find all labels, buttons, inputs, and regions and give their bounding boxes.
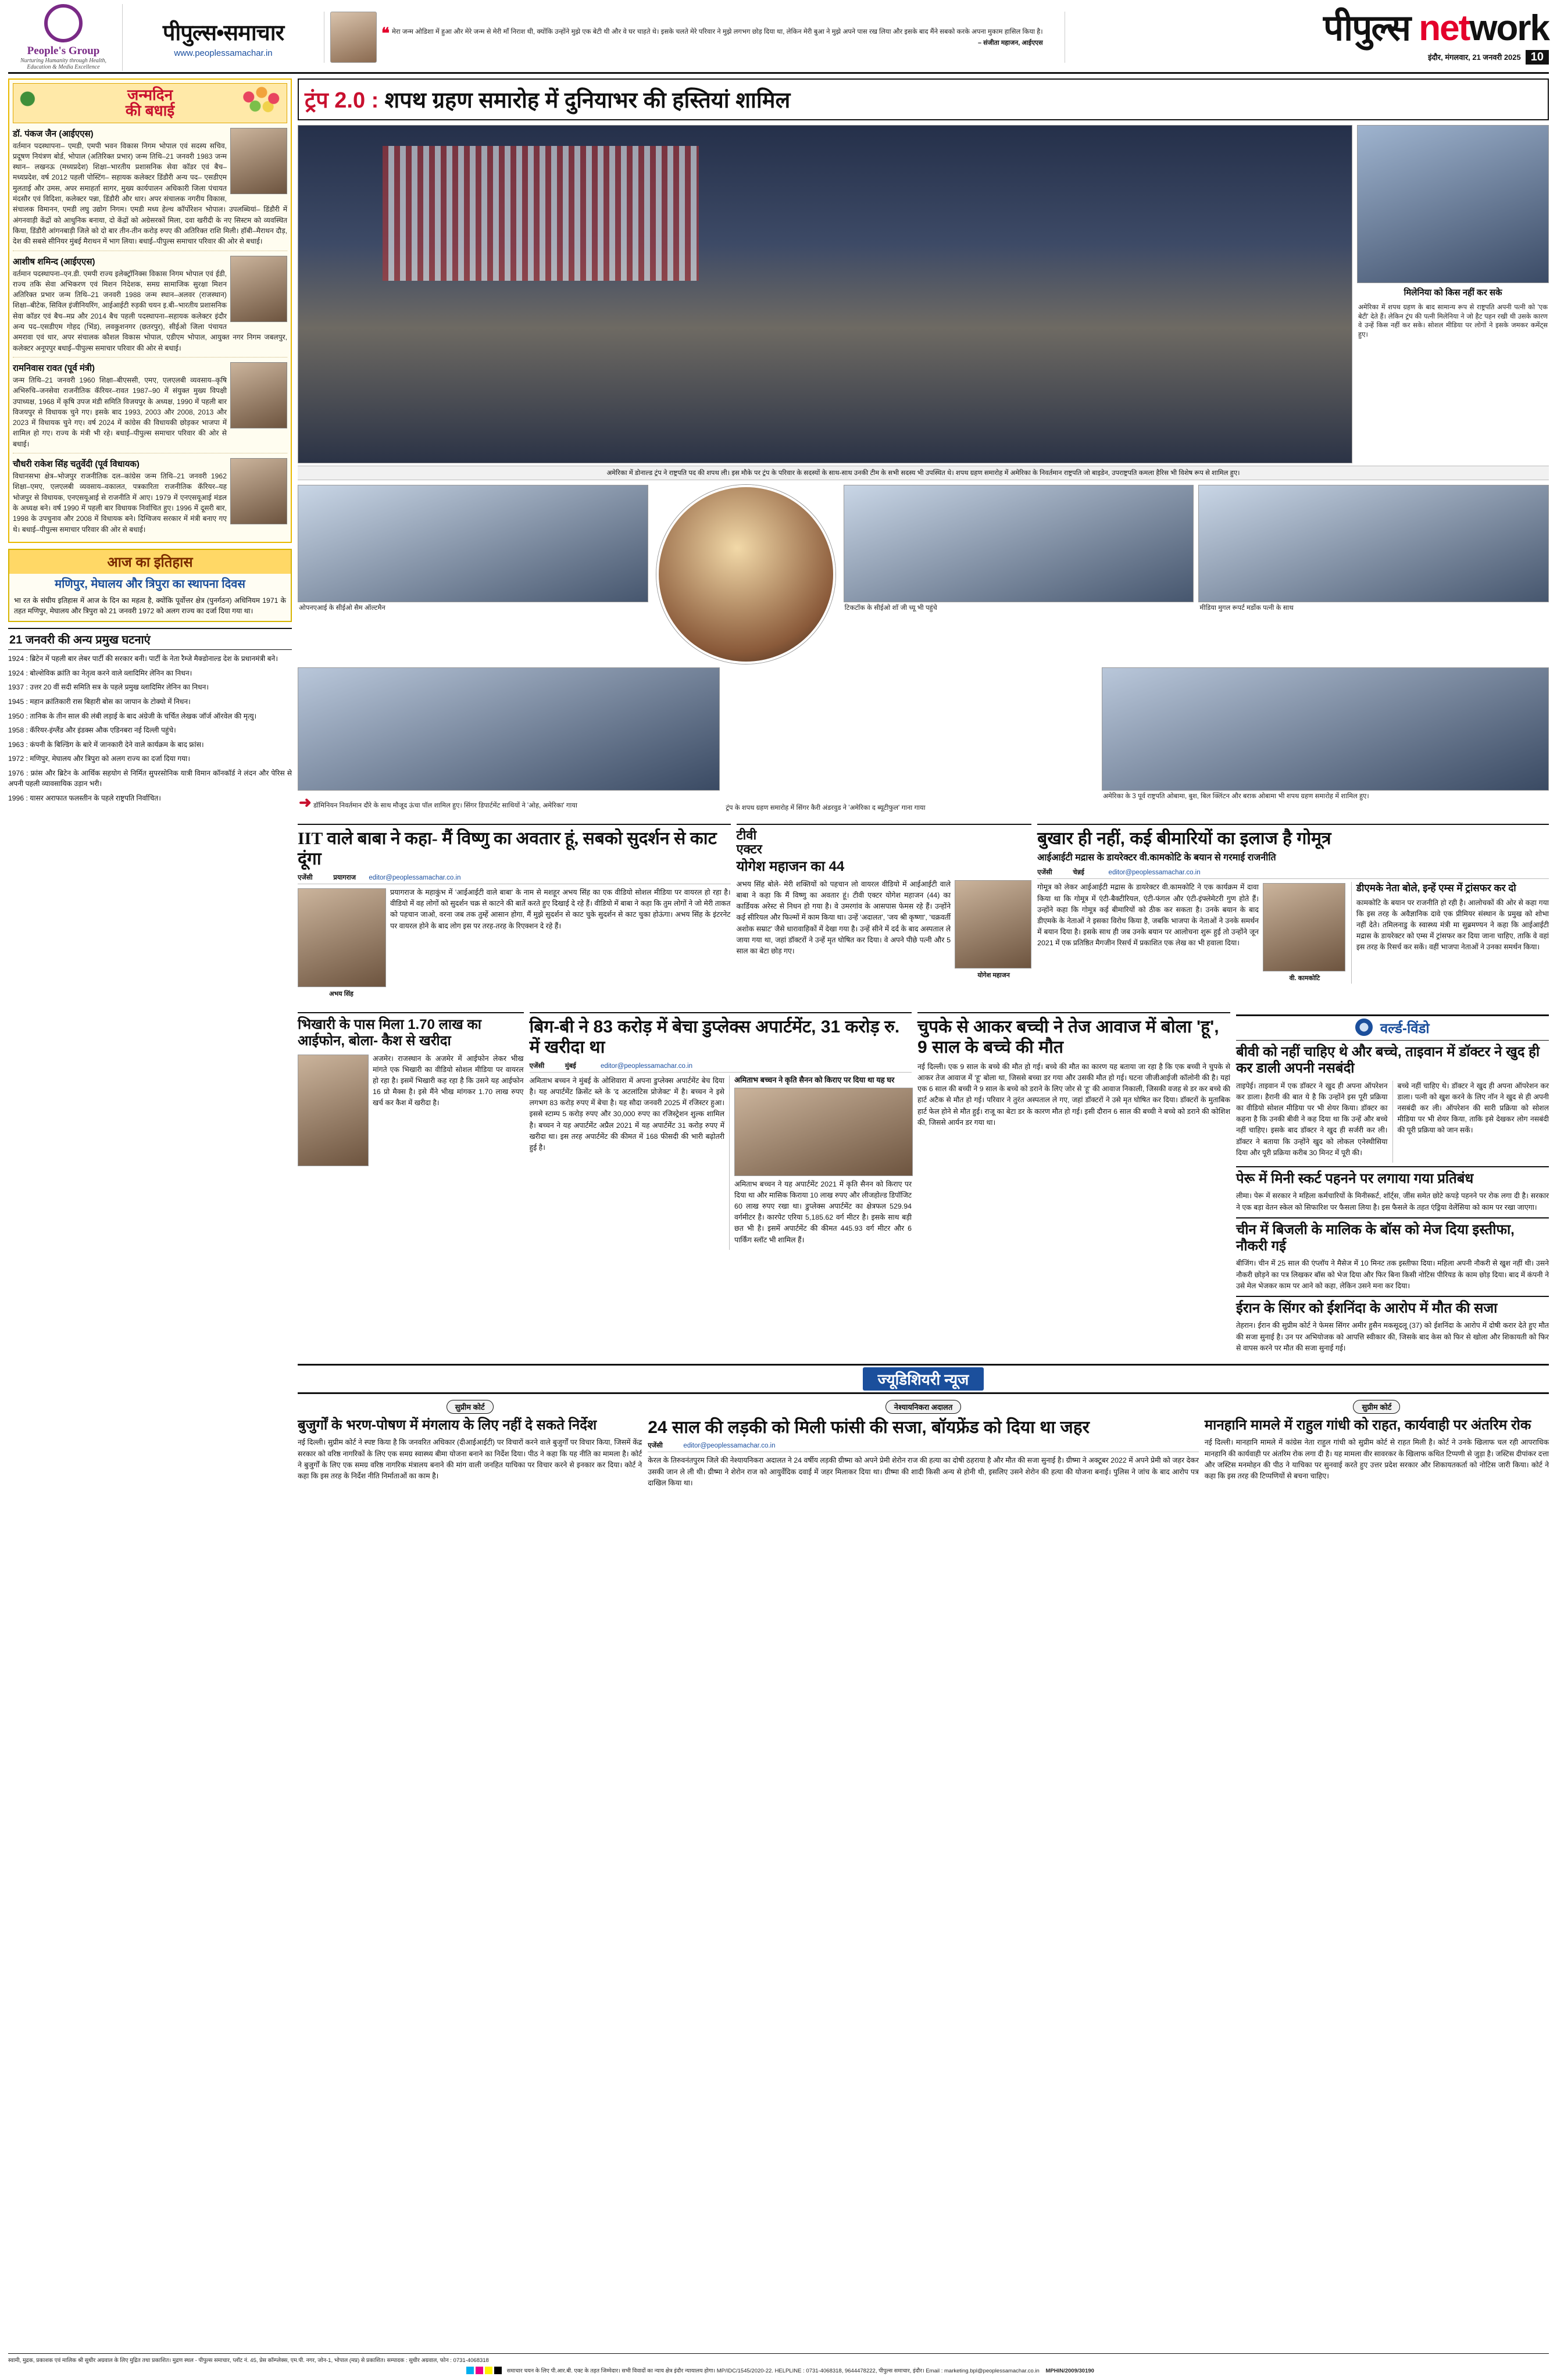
abhay-singh-photo bbox=[298, 888, 386, 987]
page-body bbox=[8, 78, 1549, 1493]
list-item: 1937 : उत्तर 20 वीं सदी समिति सत्र के पहले प्रमुख व्लादिमिर लेनिन का निधन। bbox=[8, 683, 209, 692]
biden-photo-item bbox=[298, 485, 648, 615]
masthead-meta bbox=[1072, 50, 1549, 65]
divider bbox=[530, 1012, 912, 1013]
judiciary-grid bbox=[298, 1400, 1549, 1493]
judiciary-bar bbox=[298, 1364, 1549, 1394]
world-window-section bbox=[1236, 1009, 1549, 1358]
iit-baba-body: अभय सिंह प्रयागराज के महाकुंभ में 'आईआईटी वाले बाबा' के नाम से मशहूर अभय सिंह का एक वीडियो सोशल मीडिया पर वायरल हो रहा है। वीडियो में वह लोगों को सुदर्शन चक्र से काटने की बातें करते हुए दिखाई दे रहे हैं। वीडियो में बाबा ने कहा कि तुम लोगों ने जो मेरी ताकत को पहचान जाओ, वरना जब तक तुम्हें आसान होगा, मैं मुझे सुदर्शन से काट चुके सुदर्शन से काट चुका होऊंगा। अभय सिंह के इंटरनेट पर वायरल होने के बाद लोग इस पर तरह-तरह के रिएक्शन दे रहे हैं। bbox=[298, 887, 731, 932]
brand-block bbox=[123, 17, 324, 58]
history-subtitle: मणिपुर, मेघालय और त्रिपुरा का स्थापना दिवस bbox=[55, 577, 245, 591]
list-item: 1972 : मणिपुर, मेघालय और त्रिपुरा को अलग राज्य का दर्जा दिया गया। bbox=[8, 755, 190, 763]
left-column bbox=[8, 78, 292, 1493]
yogesh-mahajan-photo-caption: योगेश महाजन bbox=[977, 971, 1010, 979]
page-number: 10 bbox=[1526, 50, 1549, 65]
kamakoti-photo bbox=[1263, 883, 1345, 971]
tv-actor-article bbox=[737, 820, 1032, 1003]
byline-agency: एजेंसी bbox=[648, 1442, 663, 1450]
trump-headline-bar bbox=[298, 78, 1549, 120]
world-item-body: तेहरान। ईरान की सुप्रीम कोर्ट ने फेमस सिंगर अमीर हुसैन मकसूदलू (37) को ईशनिंदा के आरोप में दोषी करार देते हुए मौत की सजा सुनाई है। उन पर अभियोजक को आपत्ति स्वीकार की, जिसके बाद केस को फिर से खोला और शिकायती को फिर से वापस करने पर मौत की सजा सुनाई गई। bbox=[1236, 1321, 1549, 1352]
tv-actor-kicker-1: टीवी bbox=[736, 828, 757, 843]
tiktok-caption: टिकटॉक के सीईओ शॉ जी च्यू भी पहुंचे bbox=[844, 605, 937, 612]
oath-ceremony-photo bbox=[298, 125, 1352, 463]
history-events-list bbox=[8, 653, 292, 803]
page-footer bbox=[8, 2353, 1549, 2375]
brand-website[interactable]: www.peoplessamachar.in bbox=[174, 48, 273, 58]
avatar bbox=[230, 128, 287, 194]
quote-author: – संजीता महाजन, आईएएस bbox=[977, 40, 1043, 47]
person-name: डॉ. पंकज जैन (आईएएस) bbox=[13, 128, 94, 139]
trump-headline-kicker: ट्रंप 2.0 : bbox=[305, 88, 379, 113]
trump-photo-row-2 bbox=[298, 667, 1549, 814]
judiciary-body: नई दिल्ली। मानहानि मामले में कांग्रेस नेता राहुल गांधी को सुप्रीम कोर्ट से राहत मिली है। कोर्ट ने उनके खिलाफ चल रही आपराधिक मानहानि की कार्यवाही पर अंतरिम रोक लगा दी है। यह मामला वीर सावरकर के खिलाफ कथित टिप्पणी से जुड़ा है। जस्टिस दीपांकर दत्ता और जस्टिस मनमोहन की पीठ ने याचिका पर सुनवाई करते हुए उत्तर प्रदेश सरकार और शिकायतकर्ता को नोटिस जारी किया। कोर्ट ने कहा कि इस तरह की टिप्पणियों से बचना चाहिए। bbox=[1204, 1438, 1549, 1481]
peoples-group-logo bbox=[8, 4, 123, 71]
kamakoti-photo-caption: वी. कामकोटि bbox=[1289, 975, 1320, 982]
melania-caption-text: अमेरिका में शपथ ग्रहण के बाद सामान्य रूप से राष्ट्रपति अपनी पत्नी को 'एक बेटी' देते हैं। लेकिन ट्रंप की पत्नी मिलेनिया ने जो हैट पहन रखी थी उसके कारण वे उन्हें किस नहीं कर सके। सोशल मीडिया पर लोगों ने इसके जमकर कमेंट्स हुए। bbox=[1358, 304, 1548, 338]
byline-agency: एजेंसी bbox=[298, 874, 313, 881]
trump-photo-block bbox=[298, 125, 1549, 463]
leaf-icon bbox=[17, 87, 44, 110]
rni-number: MPHIN/2009/30190 bbox=[1045, 2368, 1094, 2375]
article-grid-row-1 bbox=[298, 820, 1549, 1003]
network-title-block bbox=[1065, 10, 1549, 65]
birthday-header-line2: की बधाई bbox=[125, 102, 175, 120]
world-item-headline: पेरू में मिनी स्कर्ट पहनने पर लगाया गया प्रतिबंध bbox=[1236, 1171, 1474, 1187]
trump-photo-row-1 bbox=[298, 485, 1549, 664]
iit-baba-headline: IIT वाले बाबा ने कहा- मैं विष्णु का अवतार हूं, सबको सुदर्शन से काट दूंगा bbox=[298, 829, 717, 869]
masthead bbox=[8, 5, 1549, 74]
byline bbox=[530, 1062, 912, 1073]
iphone-photo bbox=[298, 1055, 369, 1166]
logo-name: People's Group bbox=[27, 44, 100, 57]
abhay-singh-photo-caption: अभय सिंह bbox=[329, 990, 353, 998]
main-column bbox=[298, 78, 1549, 1493]
flower-icon bbox=[240, 85, 283, 115]
trump-headline: शपथ ग्रहण समारोह में दुनियाभर की हस्तियां शामिल bbox=[384, 88, 791, 113]
judiciary-item bbox=[1205, 1400, 1549, 1493]
list-item: 1945 : महान क्रांतिकारी रास बिहारी बोस का जापान के टोक्यो में निधन। bbox=[8, 698, 191, 706]
gomutra-headline: बुखार ही नहीं, कई बीमारियों का इलाज है गोमूत्र bbox=[1037, 829, 1331, 849]
person-details: वर्तमान पदस्थापना– एमडी, एमपी भवन विकास निगम भोपाल एवं सदस्य सचिव, प्रदूषण नियंत्रण बोर्ड, भोपाल (अतिरिक्त प्रभार) जन्म तिथि–21 जनवरी 1983 जन्म स्थान– लखनऊ (मध्यप्रदेश) शिक्षा–भारतीय प्रशासनिक सेवा कॉडर एवं बैच–मध्यप्रदेश, वर्ष 2012 पहली पोस्टिंग– सहायक कलेक्टर डिंडौरी अन्य पद– एसडीएम मुलताई और उमस, अपर समाहर्ता सागर, मुख्य कार्यपालन अधिकारी जिला पंचायत मंदसौर एवं विदिशा, कलेक्टर पन्ना, डिंडौरी और धार। अपर संचालक नगरीय विकास, संचालक विमानन, एमडी लघु उद्योग निगम। एमडी मध्य हेल्थ कॉर्पोरेशन भोपाल। उपलब्धियां– डिंडौरी में अंगनवाड़ी केंद्रों को आधुनिक बनाया, दो केंद्रों को अग्रेसरकों मिला, दवा खरीदी के नए सिस्टम को व्यवस्थित किया, डिंडौरी आंगनबाड़ी जिले को दो बार तीन-तीन करोड़ रुपए की अतिरिक्त राशि मिली। हॉबी–मैराथन दौड़, देश की सबसे सीनियर मुंबई मैराथन में भाग लिया। बधाई–पीपुल्स समाचार परिवार की ओर से बधाई। bbox=[13, 141, 287, 246]
byline bbox=[648, 1441, 1199, 1452]
melania-caption-title: मिलेनिया को किस नहीं कर सके bbox=[1404, 288, 1502, 298]
history-title: आज का इतिहास bbox=[9, 550, 291, 574]
arrow-icon: ➜ bbox=[299, 794, 312, 811]
history-events-title: 21 जनवरी की अन्य प्रमुख घटनाएं bbox=[8, 628, 292, 650]
list-item: 1950 : तानिक के तीन साल की लंबी लड़ाई के बाद अंग्रेजी के चर्चित लेखक जॉर्ज ऑरवेल की मृत्यु। bbox=[8, 712, 257, 720]
divider bbox=[1236, 1296, 1549, 1297]
bachchi-article bbox=[917, 1009, 1230, 1358]
bachchi-headline: चुपके से आकर बच्ची ने तेज आवाज में बोला 'हू', 9 साल के बच्चे की मौत bbox=[917, 1017, 1219, 1057]
iit-baba-article bbox=[298, 820, 731, 1003]
birthday-person bbox=[13, 458, 287, 538]
judiciary-item bbox=[648, 1400, 1199, 1493]
world-window-header bbox=[1236, 1014, 1549, 1041]
world-item-headline: चीन में बिजली के मालिक के बॉस को मेज दिया इस्तीफा, नौकरी गई bbox=[1236, 1221, 1515, 1255]
tv-actor-headline: योगेश महाजन का 44 bbox=[736, 859, 845, 875]
status-badge: सुप्रीम कोर्ट bbox=[1353, 1400, 1400, 1414]
logo-ring-icon bbox=[44, 4, 83, 42]
byline bbox=[1037, 868, 1549, 879]
avatar bbox=[230, 458, 287, 524]
divider bbox=[298, 824, 731, 825]
avatar bbox=[230, 362, 287, 428]
byline bbox=[298, 873, 731, 884]
divider bbox=[737, 824, 1032, 825]
judiciary-item bbox=[298, 1400, 642, 1493]
birthday-person bbox=[13, 256, 287, 358]
biden-photo bbox=[298, 485, 648, 602]
list-item: 1958 : कॅरियर-इंग्लैंड और इंडक्स औक एडिनबरा नई दिल्ली पहुंचे। bbox=[8, 726, 176, 735]
gomutra-side-headline: डीएमके नेता बोले, इन्हें एम्स में ट्रांसफर कर दो bbox=[1356, 882, 1516, 894]
murdoch-photo-item bbox=[1198, 485, 1549, 615]
history-body: भा रत के संघीय इतिहास में आज के दिन का महत्व है, क्योंकि पूर्वोत्तर क्षेत्र (पुनर्गठन) अधिनियम 1971 के तहत मणिपुर, मेघालय और त्रिपुरा को 21 जनवरी 1972 को अलग राज्य का दर्जा दिया गया था। bbox=[14, 596, 286, 616]
list-item: 1963 : कंपनी के बिल्डिंग के बारे में जानकारी देने वाले कार्यक्रम के बाद फ्रांस। bbox=[8, 740, 204, 749]
birthday-box bbox=[8, 78, 292, 543]
cmyk-marks-icon bbox=[466, 2367, 502, 2374]
footer-line-1: स्वामी, मुद्रक, प्रकाशक एवं मालिक श्री सुधीर अग्रवाल के लिए मुद्रित तथा प्रकाशित। मुद्रण स्थल - पीपुल्स समाचार, प्लॉट नं. 45, प्रेस कॉम्प्लेक्स, एम.पी. नगर, जोन-1, भोपाल (मप्र) से प्रकाशित। सम्पादक : सुधीर अग्रवाल, फोन : 0731-4068318 bbox=[8, 2357, 489, 2364]
footer-line-2: समाचार चयन के लिए पी.आर.बी. एक्ट के तहत जिम्मेदार। सभी विवादों का न्याय क्षेत्र इंदौर न्यायालय होगा। MP/IDC/1545/2020-22. HELPLINE : 0731-4068318, 9644478222, पीपुल्स समाचार, इंदौर। Email : marketing.bpl@peoplessamachar.co.in MPHIN/2009/30190 bbox=[8, 2367, 1549, 2375]
person-name: चौधरी राकेश सिंह चतुर्वेदी (पूर्व विधायक) bbox=[13, 459, 140, 470]
divider bbox=[1037, 824, 1549, 825]
avatar bbox=[230, 256, 287, 322]
status-badge: सुप्रीम कोर्ट bbox=[447, 1400, 494, 1414]
gomutra-side-body: कामकोटि के बयान पर राजनीति हो रही है। आलोचकों की ओर से कहा गया कि इस तरह के अवैज्ञानिक दावे एक प्रीमियर संस्थान के प्रमुख को शोभा नहीं देते। तमिलनाडु के स्वास्थ्य मंत्री मा सुब्रमण्यन ने कहा कि आईआईटी मद्रास के डायरेक्टर को एम्स में ट्रांसफर कर दिया जाना चाहिए, ताकि वे वहां इस तरह के रिसर्च कर सकें। वहीं भाजपा नेताओं ने उनका समर्थन किया। bbox=[1356, 898, 1549, 952]
divider bbox=[917, 1012, 1230, 1013]
quote-mark-icon: ❝ bbox=[381, 24, 390, 42]
main-photo-caption: अमेरिका में डोनाल्ड ट्रंप ने राष्ट्रपति पद की शपथ ली। इस मौके पर ट्रंप के परिवार के सदस्यों के साथ-साथ उनकी टीम के सभी सदस्य भी उपस्थित थे। शपथ ग्रहण समारोह में अमेरिका के निवर्तमान राष्ट्रपति जो बाइडेन, उपराष्ट्रपति कमला हैरिस भी विशेष रूप से शामिल हुए। bbox=[298, 466, 1549, 480]
bachchi-body: नई दिल्ली। एक 9 साल के बच्चे की मौत हो गई। बच्चे की मौत का कारण यह बताया जा रहा है कि एक बच्ची ने चुपके से आकर तेज आवाज में 'हू' बोला था, जिससे बच्चा डर गया और उसकी मौत हो गई। घटना जीजीआईजी कॉलोनी की है। यहां एक 6 साल की बच्ची ने 9 साल के बच्चे को डराने के लिए जोर से 'हू' की आवाज निकाली, जिसकी वजह से डर कर बच्चे की हार्ट अटैक से मौत हो गई। परिवार ने तुरंत अस्पताल ले गए, जहां डॉक्टरों ने उसे मृत घोषित कर दिया। डॉक्टरों के मुताबिक हार्ट फेल होने से मौत हुई। राजू का बेटा डर के कारण मौत हो गई। इसी दौरान 6 साल की बच्ची ने बच्चे को डराने की कोशिश की, जिससे आर्यन डर गया था। bbox=[917, 1062, 1231, 1127]
person-details: जन्म तिथि–21 जनवरी 1960 शिक्षा–बीएससी, एमए, एलएलबी व्यवसाय–कृषि अभिरुचि–जनसेवा राजनीतिक कॅरियर–रावत 1987–90 में संयुक्त मुख्य विपक्षी उपाध्यक्ष, 1968 में कृषि उपज मंडी समिति विजयपुर के अध्यक्ष, 1990 में पहली बार विजयपुर से विधायक चुने गए। इसके बाद 1993, 2003 और 2008, 2013 और 2023 में विधायक चुने गए। वर्ष 2024 में कांग्रेस की विधायकी छोड़कर भाजपा में शामिल हो गए। राज्य के मंत्री भी रहे। बधाई–पीपुल्स समाचार परिवार की ओर से बधाई। bbox=[13, 376, 227, 448]
person-details: विधानसभा क्षेत्र–भोजपुर राजनीतिक दल–कांग्रेस जन्म तिथि–21 जनवरी 1962 शिक्षा–एमए, एलएलबी व्यवसाय–वकालत, पत्रकारिता राजनीतिक कॅरियर–यह भोजपुर से विधायक, एनएसयूआई से राजनीति में आए। 1979 में एनएसयूआई मंडल के अध्यक्ष बने। वर्ष 1990 में पहली बार विधायक निर्वाचित हुए। 1996 में दूसरी बार, 1998 के उपचुनाव और 2008 में विधायक बने। दिग्विजय सरकार में मंत्री बनाए गए थे। बधाई–पीपुल्स समाचार परिवार की ओर से बधाई। bbox=[13, 472, 227, 534]
yogesh-mahajan-photo bbox=[955, 880, 1031, 969]
birthday-person bbox=[13, 362, 287, 453]
list-item: 1924 : ब्रिटेन में पहली बार लेबर पार्टी की सरकार बनी। पार्टी के नेता रैम्जे मैक्डोनाल्ड देश के प्रधानमंत्री बने। bbox=[8, 655, 278, 663]
ex-presidents-photo bbox=[1102, 667, 1549, 791]
bhikhari-headline: भिखारी के पास मिला 1.70 लाख का आईफोन, बोला- कैश से खरीदा bbox=[298, 1016, 482, 1049]
big-b-headline: बिग-बी ने 83 करोड़ में बेचा डुप्लेक्स अपार्टमेंट, 31 करोड़ रु. में खरीदा था bbox=[529, 1017, 900, 1057]
world-item-body: ताइपेई। ताइवान में एक डॉक्टर ने खुद ही अपना ऑपरेशन कर डाला। हैरानी की बात ये है कि उन्होंने इस पूरी प्रक्रिया का वीडियो सोशल मीडिया पर भी शेयर किया। डॉक्टर का कहना है कि उनकी बीवी ने कह दिया था कि उन्हें और बच्चे नहीं चाहिए। इसके बाद डॉक्टर ने खुद ही सर्जरी कर ली। डॉक्टर ने बताया कि उन्होंने खुद को लोकल एनेस्थीसिया दिया और पूरी प्रक्रिया करीब 30 मिनट में पूरी की। bbox=[1236, 1081, 1388, 1157]
byline-email[interactable]: editor@peoplessamachar.co.in bbox=[369, 874, 461, 881]
world-item-body: लीमा। पेरू में सरकार ने महिला कर्मचारियों के मिनीस्कर्ट, शॉर्ट्स, जींस समेत छोटे कपड़े पहनने पर रोक लगा दी है। सरकार ने एक बड़ा वेतन स्केल को सिफारिश पर फैसला लिया है। इस फैसले के तहत एंड्रिया वेलेंसिया को काम पर रखा जाएगा। bbox=[1236, 1192, 1549, 1212]
quote-portrait bbox=[330, 12, 377, 63]
tv-actor-body: योगेश महाजन अभय सिंह बोले- मेरी शक्तियों को पहचान लो वायरल वीडियो में आईआईटी वाले बाबा ने कहा कि मैं विष्णु का अवतार हूं। टीवी एक्टर योगेश महाजन (44) का कार्डियक अरेस्ट से निधन हो गया है। वे उमरगांव के आसपास फेमस रहे हैं। उन्होंने कई सीरियल और फिल्मों में काम किया था। उन्हें 'अदालत', 'जय श्री कृष्णा', 'चक्रवर्ती अशोक सम्राट' जैसे धारावाहिकों में देखा गया है। उन्हें सीने में दर्द के बाद अस्पताल ले जाया गया था, जहां डॉक्टरों ने उन्हें मृत घोषित कर दिया। वे अपने पीछे पत्नी और 5 साल का बेटा छोड़ गए। bbox=[737, 879, 1032, 957]
dominion-photo bbox=[298, 667, 720, 791]
person-name: आशीष शमिन्द (आईएएस) bbox=[13, 256, 95, 267]
place-date: इंदौर, मंगलवार, 21 जनवरी 2025 bbox=[1428, 53, 1521, 62]
article-grid-row-2 bbox=[298, 1009, 1549, 1358]
divider bbox=[298, 1012, 524, 1013]
tv-actor-kicker-2: एक्टर bbox=[736, 842, 762, 857]
bhikhari-body: अजमेर। राजस्थान के अजमेर में आईफोन लेकर भीख मांगते एक भिखारी का वीडियो सोशल मीडिया पर वायरल हो रहा है। इसमें भिखारी कह रहा है कि उसने यह आईफोन 16 प्रो मैक्स है। इसे मैंने भीख मांगकर 1.70 लाख रुपए खर्च कर कैश में खरीदा है। bbox=[298, 1053, 524, 1109]
brand-title: पीपुल्स•समाचार bbox=[162, 20, 284, 45]
person-details: वर्तमान पदस्थापना–एन.डी. एमपी राज्य इलेक्ट्रॉनिक्स विकास निगम भोपाल एवं ईडी, राज्य तकि सेवा अभिकरण एवं मिशन निदेशक, समग्र सामाजिक सुरक्षा मिशन अतिरिक्त प्रभार जन्म तिथि–21 जनवरी 1988 जन्म स्थान–अलवर (राजस्थान) शिक्षा–बीटेक, सिविल इंजीनियरिंग, आईआईटी रुड़की चयन इ.बी–भारतीय प्रशासनिक सेवा कॉडर एवं बैच–मप्र और 2014 बैच पहली पदस्थापना–सहायक कलेक्टर इंदौर अन्य पद–एसडीएम गोहद (भिंड), लवकुशनगर (छतरपुर), सीईओ जिला पंचायत अमरावा एवं धार, अपर संचालक कौशल विकास भोपाल, एडीएम भोपाल, आयुक्त नगर निगम जबलपुर, कलेक्टर अनूपपुर बधाई–पीपुल्स समाचार परिवार की ओर से बधाई। bbox=[13, 269, 287, 352]
gomutra-deck: आईआईटी मद्रास के डायरेक्टर वी.कामकोटि के बयान से गरमाई राजनीति bbox=[1037, 853, 1276, 863]
big-b-body: अमिताभ बच्चन ने मुंबई के ओशिवारा में अपना डुप्लेक्स अपार्टमेंट बेच दिया है। यह अपार्टमेंट क्रिसेंट ब्ले के 'द अटलांटिस प्रोजेक्ट' में है। बच्चन ने इसे लगभग 83 करोड़ रुपए में बेचा है। यह सौदा जनवरी 2025 में रजिस्टर हुआ। इससे स्टाम्प 5 करोड़ रुपए और 30,000 रुपए का रजिस्ट्रेशन शुल्क शामिल है। बच्चन ने यह अपार्टमेंट अप्रैल 2021 में यह अपार्टमेंट 31 करोड़ रुपए में खरीदा था। इस तरह अपार्टमेंट की कीमत में 168 फीसदी की भारी बढ़ोतरी हुई है। bbox=[529, 1076, 725, 1152]
world-item-body: बीजिंग। चीन में 25 साल की एंप्लॉय ने मैसेज में 10 मिनट तक इस्तीफा दिया। महिला अपनी नौकरी से खुश नहीं थी। उसने नौकरी छोड़ने का पत्र लिखकर बॉस को भेज दिया और फिर बिना किसी नोटिस पीरियड के काम छोड़ दिया। बाद में कंपनी ने उसे मेल भेजकर काम पर आने को कहा, लेकिन उसने मना कर दिया। bbox=[1236, 1259, 1549, 1290]
dominion-caption: ➜ डॉमिनियन निवर्तमान दौरे के साथ मौजूद ऊंचा पॉल शामिल हुए। सिंगर डिपार्टमेंट साथियों ने 'ओह, अमेरिका' गाया bbox=[299, 794, 578, 811]
big-b-side-body: अमिताभ बच्चन ने यह अपार्टमेंट 2021 में कृति सैनन को किराए पर दिया था और मासिक किराया 10 लाख रुपए और लीजहोल्ड डिपॉजिट 60 लाख रुपए रखा था। डुप्लेक्स अपार्टमेंट का क्षेत्रफल 529.94 वर्गमीटर है। कारपेट एरिया 5,185.62 वर्ग मीटर है। इसके साथ बड़ी छत भी है। इसमें अपार्टमेंट की कीमत 445.93 वर्ग मीटर और 6 पार्किंग स्लॉट भी शामिल हैं। bbox=[734, 1180, 912, 1244]
murdoch-photo bbox=[1198, 485, 1549, 602]
judiciary-title: ज्यूडिशियरी न्यूज bbox=[863, 1367, 984, 1391]
tiktok-photo bbox=[844, 485, 1194, 602]
byline-place: चेन्नई bbox=[1073, 869, 1084, 877]
judiciary-body: नई दिल्ली। सुप्रीम कोर्ट ने स्पष्ट किया है कि जनवरित अधिकार (दीआईआईटी) पर विचारों करने वाले बुजुर्गों पर विचार किया, जिसमें केंद्र सरकार को वरिष्ठ नागरिकों के लिए एक समग्र स्वास्थ्य बीमा योजना बनाने का निर्देश दिया। पीठ ने कहा कि यह नीति का मामला है। कोर्ट ने बुजुर्गों के लिए एक समग्र वरिष्ठ नागरिक मंत्रालय बनाने की मांग वाली जनहित याचिका पर विचार करने से इनकार कर दिया। कोर्ट ने कहा कि इस तरह के निर्देश नीति निर्माताओं का काम है। bbox=[298, 1438, 642, 1481]
birthday-header bbox=[13, 83, 287, 123]
birthday-header-line1: जन्मदिन bbox=[127, 86, 173, 103]
network-title: पीपुल्स network bbox=[1323, 8, 1549, 48]
byline-email[interactable]: editor@peoplessamachar.co.in bbox=[600, 1062, 693, 1070]
carrie-caption: ट्रंप के शपथ ग्रहण समारोह में सिंगर कैरी अंडरवुड ने 'अमेरिका द ब्यूटीफुल' गाना गाया bbox=[726, 804, 926, 812]
byline-place: प्रयागराज bbox=[333, 874, 356, 881]
logo-tagline: Nurturing Humanity through Health, Education & Media Excellence bbox=[20, 57, 106, 70]
carrie-underwood-photo bbox=[656, 485, 835, 664]
melania-photo bbox=[1357, 125, 1549, 283]
melania-photo-block bbox=[1357, 125, 1549, 463]
ex-presidents-caption: अमेरिका के 3 पूर्व राष्ट्रपति ओबामा, बुश, बिल क्लिंटन और बराक ओबामा भी शपथ ग्रहण समारोह में शामिल हुए। bbox=[1103, 793, 1369, 800]
birthday-person bbox=[13, 128, 287, 251]
byline-place: मुंबई bbox=[565, 1062, 576, 1070]
world-item-side-body: बच्चे नहीं चाहिए थे। डॉक्टर ने खुद ही अपना ऑपरेशन कर डाला। पत्नी को खुश करने के लिए नाॅन ने खुद से ही अपनी नसबंदी कर ली। ऑपरेशन की सारी प्रक्रिया को सोशल मीडिया पर भी शेयर किया, ताकि इसे देखकर लोग नसबंदी की पूरी प्रक्रिया को जान सकें। bbox=[1392, 1081, 1549, 1163]
world-window-title: वर्ल्ड-विंडो bbox=[1380, 1020, 1430, 1037]
list-item: 1976 : फ्रांस और ब्रिटेन के आर्थिक सहयोग से निर्मित सुपरसोनिक यात्री विमान कॉनकॉर्ड ने लंदन और पेरिस से अपनी पहली व्यावसायिक उड़ान भरी। bbox=[8, 769, 292, 788]
world-item-headline: बीवी को नहीं चाहिए थे और बच्चे, ताइवान में डॉक्टर ने खुद ही कर डाली अपनी नसबंदी bbox=[1236, 1044, 1540, 1077]
byline-agency: एजेंसी bbox=[529, 1062, 545, 1070]
tiktok-photo-item bbox=[844, 485, 1194, 615]
status-badge: नेश्यायनिकरा अदालत bbox=[885, 1400, 961, 1414]
big-b-article bbox=[530, 1009, 912, 1358]
judiciary-body: केरल के तिरुवनंतपुरम जिले की नेश्यायनिकरा अदालत ने 24 वर्षीय लड़की ग्रीष्मा को अपने प्रेमी शेरोन राज की हत्या का दोषी ठहराया है और मौत की सजा सुनाई है। ग्रीष्मा ने अक्टूबर 2022 में अपने प्रेमी को जहर देकर उसकी जान ले ली थी। ग्रीष्मा ने शेरोन राज को आयुर्वेदिक दवाई में जहर मिलाकर दिया था। ग्रीष्मा की शादी किसी अन्य से होनी थी, इसलिए उसने शेरोन की हत्या की योजना बनाई। पुलिस ने जांच के बाद आरोप पत्र दाखिल किया था। bbox=[648, 1456, 1199, 1487]
world-item-headline: ईरान के सिंगर को ईशनिंदा के आरोप में मौत की सजा bbox=[1236, 1300, 1498, 1317]
byline-email[interactable]: editor@peoplessamachar.co.in bbox=[683, 1442, 776, 1450]
globe-icon bbox=[1355, 1019, 1373, 1036]
divider bbox=[1236, 1166, 1549, 1167]
apartment-photo bbox=[734, 1088, 913, 1176]
byline-email[interactable]: editor@peoplessamachar.co.in bbox=[1108, 869, 1201, 877]
gomutra-body: वी. कामकोटि गोमूत्र को लेकर आईआईटी मद्रास के डायरेक्टर वी.कामकोटि ने एक कार्यक्रम में दावा किया था कि गोमूत्र में एंटी-बैक्टीरियल, एंटी-फंगल और एंटी-इंफ्लेमेटरी गुण होते हैं। उन्होंने कहा कि गोमूत्र कई बीमारियों को ठीक कर सकता है। उनके बयान के बाद डीएमके के नेताओं ने इसका विरोध किया है, जबकि भाजपा के नेताओं ने उनके समर्थन में बयान दिया है। इसके साथ ही जब उनके बयान पर आलोचना शुरू हुई तो उन्होंने जून 2021 में एक प्रतिष्ठित मैगजीन रिसर्च में प्रकाशित एक लेख का भी हवाला दिया। bbox=[1037, 882, 1345, 984]
list-item: 1924 : बोल्शेविक क्रांति का नेतृत्व करने वाले व्लादिमिर लेनिन का निधन। bbox=[8, 669, 192, 677]
judiciary-headline: 24 साल की लड़की को मिली फांसी की सजा, बॉयफ्रेंड को दिया था जहर bbox=[648, 1418, 1090, 1438]
quote-text: ❝ मेरा जन्म ओडिशा में हुआ और मेरे जन्म से मेरी माँ निराश थी, क्योंकि उन्होंने मुझे एक बेटी थी और वे घर चाहते थे। इसके चलते मेरे परिवार ने मुझे लगभग छोड़ दिया था, लेकिन मेरी बुआ ने मुझे अपने पास रख लिया और इसके बाद मैंने सबको करके अपना मुकाम हासिल किया है। bbox=[381, 24, 1043, 42]
bhikhari-article bbox=[298, 1009, 524, 1358]
openai-caption: ओपनएआई के सीईओ सैम ऑल्टमैन bbox=[299, 605, 385, 612]
judiciary-headline: मानहानि मामले में राहुल गांधी को राहत, कार्यवाही पर अंतरिम रोक bbox=[1204, 1417, 1531, 1434]
list-item: 1996 : यासर अराफात फलस्तीन के पहले राष्ट्रपति निर्वाचित। bbox=[8, 794, 161, 802]
murdoch-caption: मीडिया मुगल रूपर्ट मर्डोक पत्नी के साथ bbox=[1199, 605, 1294, 612]
quote-block bbox=[324, 12, 1065, 63]
divider bbox=[1236, 1217, 1549, 1218]
judiciary-headline: बुजुर्गों के भरण-पोषण में मंगलाय के लिए नहीं दे सकते निर्देश bbox=[298, 1417, 597, 1434]
gomutra-article bbox=[1037, 820, 1549, 1003]
byline-agency: एजेंसी bbox=[1037, 869, 1052, 877]
big-b-side-headline: अमिताभ बच्चन ने कृति सैनन को किराए पर दिया था यह घर bbox=[734, 1075, 895, 1084]
today-in-history-box bbox=[8, 549, 292, 623]
person-name: रामनिवास रावत (पूर्व मंत्री) bbox=[13, 363, 95, 373]
